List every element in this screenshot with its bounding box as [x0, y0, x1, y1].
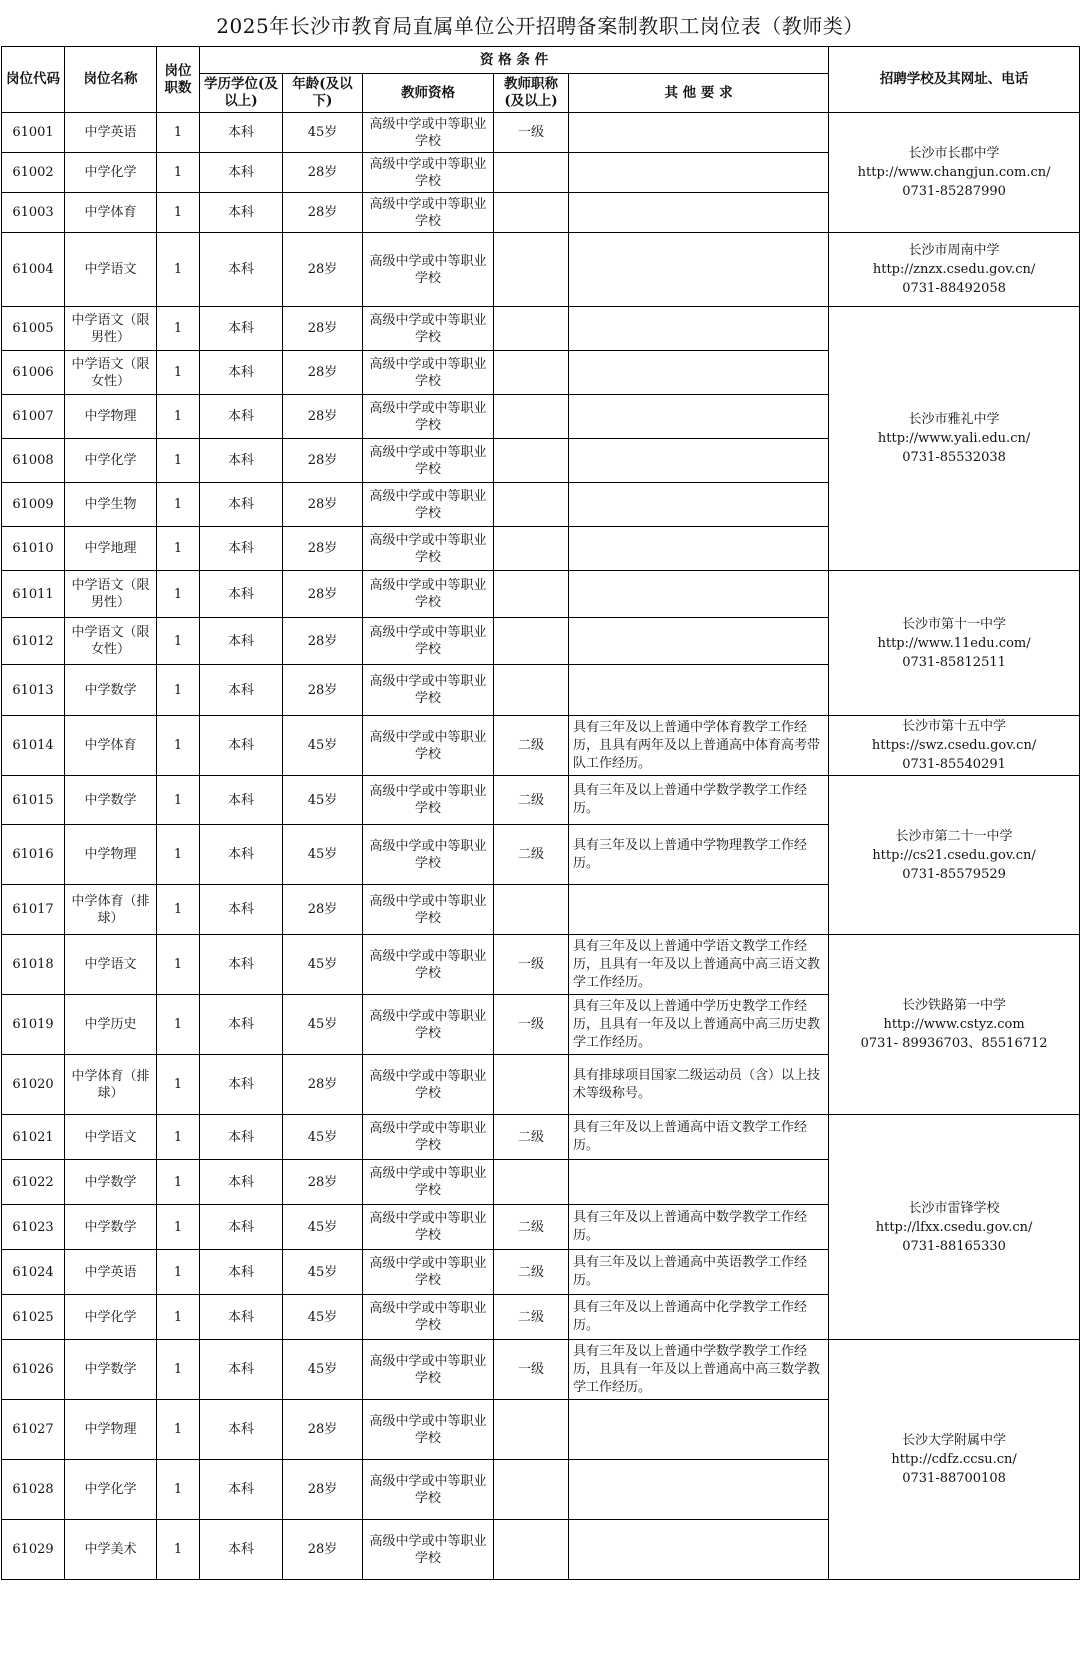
cell-code: 61005 — [2, 307, 65, 351]
cell-cert: 高级中学或中等职业学校 — [363, 1115, 494, 1160]
cell-other: 具有三年及以上普通高中语文教学工作经历。 — [569, 1115, 829, 1160]
cell-degree: 本科 — [200, 885, 283, 935]
cell-name: 中学英语 — [65, 113, 157, 153]
cell-count: 1 — [157, 995, 200, 1055]
cell-cert: 高级中学或中等职业学校 — [363, 1160, 494, 1205]
cell-cert: 高级中学或中等职业学校 — [363, 1460, 494, 1520]
cell-age: 45岁 — [283, 995, 363, 1055]
cell-other — [569, 153, 829, 193]
cell-code: 61009 — [2, 483, 65, 527]
cell-age: 28岁 — [283, 483, 363, 527]
cell-count: 1 — [157, 571, 200, 618]
cell-age: 28岁 — [283, 1520, 363, 1580]
position-table — [1, 46, 1080, 1580]
cell-code: 61024 — [2, 1250, 65, 1295]
cell-degree: 本科 — [200, 618, 283, 665]
cell-rank — [494, 885, 569, 935]
school-phone: 0731- 89936703、85516712 — [860, 1036, 1048, 1051]
cell-name: 中学地理 — [65, 527, 157, 571]
cell-rank: 二级 — [494, 1115, 569, 1160]
cell-age: 45岁 — [283, 1250, 363, 1295]
cell-cert: 高级中学或中等职业学校 — [363, 885, 494, 935]
cell-rank — [494, 439, 569, 483]
school-cell — [829, 935, 1080, 1115]
school-cell — [829, 716, 1080, 776]
cell-rank: 二级 — [494, 1295, 569, 1340]
cell-cert: 高级中学或中等职业学校 — [363, 351, 494, 395]
cell-code: 61015 — [2, 776, 65, 825]
table-row — [2, 233, 1080, 307]
cell-other — [569, 307, 829, 351]
cell-code: 61003 — [2, 193, 65, 233]
cell-other: 具有三年及以上普通高中英语教学工作经历。 — [569, 1250, 829, 1295]
cell-other — [569, 193, 829, 233]
cell-age: 28岁 — [283, 1160, 363, 1205]
cell-count: 1 — [157, 527, 200, 571]
cell-age: 45岁 — [283, 776, 363, 825]
cell-code: 61012 — [2, 618, 65, 665]
cell-age: 28岁 — [283, 351, 363, 395]
cell-code: 61020 — [2, 1055, 65, 1115]
school-url[interactable]: http://www.11edu.com/ — [877, 635, 1031, 651]
school-cell — [829, 307, 1080, 571]
school-url[interactable]: http://www.cstyz.com — [883, 1017, 1025, 1032]
cell-name: 中学语文（限女性） — [65, 618, 157, 665]
cell-age: 28岁 — [283, 153, 363, 193]
school-phone: 0731-88700108 — [902, 1471, 1006, 1486]
cell-name: 中学数学 — [65, 1205, 157, 1250]
header-count: 岗位职数 — [157, 47, 200, 113]
cell-count: 1 — [157, 233, 200, 307]
cell-degree: 本科 — [200, 571, 283, 618]
cell-degree: 本科 — [200, 1160, 283, 1205]
cell-degree: 本科 — [200, 716, 283, 776]
cell-other — [569, 618, 829, 665]
cell-other — [569, 885, 829, 935]
cell-other: 具有三年及以上普通高中数学教学工作经历。 — [569, 1205, 829, 1250]
cell-code: 61026 — [2, 1340, 65, 1400]
cell-rank: 二级 — [494, 1250, 569, 1295]
cell-name: 中学语文 — [65, 233, 157, 307]
cell-degree: 本科 — [200, 1295, 283, 1340]
school-url[interactable]: http://www.yali.edu.cn/ — [877, 431, 1031, 446]
cell-code: 61014 — [2, 716, 65, 776]
cell-rank — [494, 153, 569, 193]
cell-cert: 高级中学或中等职业学校 — [363, 1250, 494, 1295]
school-name: 长沙大学附属中学 — [902, 1433, 1007, 1448]
cell-rank — [494, 1055, 569, 1115]
school-name: 长沙铁路第一中学 — [902, 998, 1007, 1013]
cell-other — [569, 665, 829, 716]
cell-age: 45岁 — [283, 716, 363, 776]
cell-degree: 本科 — [200, 1520, 283, 1580]
cell-other — [569, 395, 829, 439]
cell-degree: 本科 — [200, 483, 283, 527]
cell-name: 中学物理 — [65, 1400, 157, 1460]
cell-other — [569, 113, 829, 153]
header-qualifications: 资 格 条 件 — [200, 47, 829, 74]
cell-age: 45岁 — [283, 1115, 363, 1160]
cell-name: 中学化学 — [65, 1295, 157, 1340]
cell-name: 中学数学 — [65, 1160, 157, 1205]
cell-code: 61006 — [2, 351, 65, 395]
header-age: 年龄(及以下) — [283, 74, 363, 113]
cell-cert: 高级中学或中等职业学校 — [363, 439, 494, 483]
cell-count: 1 — [157, 1295, 200, 1340]
cell-age: 28岁 — [283, 1055, 363, 1115]
header-other: 其 他 要 求 — [569, 74, 829, 113]
header-degree: 学历学位(及以上) — [200, 74, 283, 113]
cell-rank — [494, 665, 569, 716]
school-url[interactable]: http://lfxx.csedu.gov.cn/ — [875, 1219, 1033, 1235]
cell-other: 具有排球项目国家二级运动员（含）以上技术等级称号。 — [569, 1055, 829, 1115]
cell-name: 中学英语 — [65, 1250, 157, 1295]
cell-age: 28岁 — [283, 571, 363, 618]
school-phone: 0731-85579529 — [902, 866, 1006, 882]
table-row — [2, 1340, 1080, 1400]
cell-cert: 高级中学或中等职业学校 — [363, 618, 494, 665]
cell-rank: 二级 — [494, 776, 569, 825]
cell-degree: 本科 — [200, 1400, 283, 1460]
cell-degree: 本科 — [200, 935, 283, 995]
cell-cert: 高级中学或中等职业学校 — [363, 1295, 494, 1340]
cell-rank: 一级 — [494, 935, 569, 995]
cell-count: 1 — [157, 307, 200, 351]
cell-age: 28岁 — [283, 307, 363, 351]
school-cell — [829, 1115, 1080, 1340]
cell-degree: 本科 — [200, 665, 283, 716]
school-name: 长沙市雅礼中学 — [908, 412, 1000, 427]
cell-degree: 本科 — [200, 395, 283, 439]
cell-code: 61023 — [2, 1205, 65, 1250]
school-phone: 0731-85532038 — [902, 450, 1006, 465]
cell-cert: 高级中学或中等职业学校 — [363, 1205, 494, 1250]
school-phone: 0731-88165330 — [902, 1238, 1006, 1254]
cell-cert: 高级中学或中等职业学校 — [363, 153, 494, 193]
cell-code: 61027 — [2, 1400, 65, 1460]
cell-code: 61007 — [2, 395, 65, 439]
cell-rank — [494, 527, 569, 571]
cell-age: 28岁 — [283, 665, 363, 716]
cell-count: 1 — [157, 153, 200, 193]
school-name: 长沙市周南中学 — [908, 243, 1000, 258]
cell-code: 61022 — [2, 1160, 65, 1205]
cell-code: 61028 — [2, 1460, 65, 1520]
cell-count: 1 — [157, 483, 200, 527]
cell-rank — [494, 1520, 569, 1580]
school-cell — [829, 571, 1080, 716]
cell-degree: 本科 — [200, 1250, 283, 1295]
cell-count: 1 — [157, 1115, 200, 1160]
cell-code: 61016 — [2, 825, 65, 885]
cell-count: 1 — [157, 1400, 200, 1460]
cell-name: 中学物理 — [65, 395, 157, 439]
cell-name: 中学物理 — [65, 825, 157, 885]
cell-degree: 本科 — [200, 439, 283, 483]
cell-code: 61001 — [2, 113, 65, 153]
cell-age: 45岁 — [283, 1340, 363, 1400]
cell-count: 1 — [157, 1460, 200, 1520]
cell-degree: 本科 — [200, 1115, 283, 1160]
cell-rank — [494, 571, 569, 618]
cell-cert: 高级中学或中等职业学校 — [363, 1055, 494, 1115]
cell-name: 中学语文 — [65, 935, 157, 995]
cell-name: 中学化学 — [65, 1460, 157, 1520]
cell-rank — [494, 307, 569, 351]
cell-age: 28岁 — [283, 1400, 363, 1460]
cell-other — [569, 571, 829, 618]
cell-name: 中学数学 — [65, 776, 157, 825]
cell-other: 具有三年及以上普通中学体育教学工作经历，且具有两年及以上普通高中体育高考带队工作经历。 — [569, 716, 829, 776]
cell-degree: 本科 — [200, 1340, 283, 1400]
cell-rank — [494, 1160, 569, 1205]
school-name: 长沙市雷锋学校 — [908, 1200, 1000, 1216]
cell-other — [569, 439, 829, 483]
cell-age: 28岁 — [283, 233, 363, 307]
cell-count: 1 — [157, 885, 200, 935]
cell-other — [569, 233, 829, 307]
cell-name: 中学体育（排球） — [65, 885, 157, 935]
cell-name: 中学体育（排球） — [65, 1055, 157, 1115]
table-row — [2, 1115, 1080, 1160]
cell-other: 具有三年及以上普通中学语文教学工作经历，且具有一年及以上普通高中高三语文教学工作经历。 — [569, 935, 829, 995]
cell-age: 45岁 — [283, 935, 363, 995]
cell-rank — [494, 193, 569, 233]
cell-degree: 本科 — [200, 233, 283, 307]
cell-count: 1 — [157, 665, 200, 716]
cell-cert: 高级中学或中等职业学校 — [363, 776, 494, 825]
table-body — [2, 113, 1080, 1580]
cell-degree: 本科 — [200, 351, 283, 395]
cell-cert: 高级中学或中等职业学校 — [363, 233, 494, 307]
cell-age: 28岁 — [283, 885, 363, 935]
cell-cert: 高级中学或中等职业学校 — [363, 1520, 494, 1580]
school-cell — [829, 233, 1080, 307]
cell-count: 1 — [157, 935, 200, 995]
cell-other — [569, 527, 829, 571]
cell-degree: 本科 — [200, 153, 283, 193]
cell-name: 中学数学 — [65, 665, 157, 716]
table-row — [2, 716, 1080, 776]
school-cell — [829, 113, 1080, 233]
cell-degree: 本科 — [200, 113, 283, 153]
cell-other: 具有三年及以上普通中学物理教学工作经历。 — [569, 825, 829, 885]
cell-other: 具有三年及以上普通高中化学教学工作经历。 — [569, 1295, 829, 1340]
school-name: 长沙市第十一中学 — [902, 616, 1007, 632]
cell-code: 61021 — [2, 1115, 65, 1160]
cell-cert: 高级中学或中等职业学校 — [363, 995, 494, 1055]
cell-code: 61002 — [2, 153, 65, 193]
cell-count: 1 — [157, 825, 200, 885]
cell-cert: 高级中学或中等职业学校 — [363, 716, 494, 776]
table-row — [2, 776, 1080, 825]
cell-name: 中学化学 — [65, 153, 157, 193]
cell-age: 28岁 — [283, 395, 363, 439]
cell-cert: 高级中学或中等职业学校 — [363, 483, 494, 527]
cell-other: 具有三年及以上普通中学数学教学工作经历。 — [569, 776, 829, 825]
cell-degree: 本科 — [200, 1055, 283, 1115]
school-phone: 0731-85540291 — [902, 757, 1006, 772]
cell-count: 1 — [157, 1340, 200, 1400]
cell-rank — [494, 1460, 569, 1520]
table-row — [2, 571, 1080, 618]
cell-rank — [494, 395, 569, 439]
cell-code: 61019 — [2, 995, 65, 1055]
school-url[interactable]: http://znzx.csedu.gov.cn/ — [872, 262, 1036, 277]
school-phone: 0731-88492058 — [902, 281, 1006, 296]
cell-age: 45岁 — [283, 825, 363, 885]
school-url[interactable]: http://www.changjun.com.cn/ — [857, 165, 1051, 180]
cell-name: 中学数学 — [65, 1340, 157, 1400]
cell-degree: 本科 — [200, 1205, 283, 1250]
cell-age: 28岁 — [283, 1460, 363, 1520]
header-code: 岗位代码 — [2, 47, 65, 113]
table-row — [2, 307, 1080, 351]
cell-name: 中学历史 — [65, 995, 157, 1055]
cell-name: 中学语文（限男性） — [65, 571, 157, 618]
cell-rank: 一级 — [494, 1340, 569, 1400]
cell-code: 61011 — [2, 571, 65, 618]
header-cert: 教师资格 — [363, 74, 494, 113]
cell-other — [569, 1400, 829, 1460]
school-url[interactable]: http://cdfz.ccsu.cn/ — [891, 1452, 1017, 1467]
cell-code: 61025 — [2, 1295, 65, 1340]
school-url[interactable]: https://swz.csedu.gov.cn/ — [871, 738, 1037, 753]
cell-name: 中学美术 — [65, 1520, 157, 1580]
school-name: 长沙市长郡中学 — [908, 146, 1000, 161]
cell-age: 45岁 — [283, 113, 363, 153]
cell-other: 具有三年及以上普通中学数学教学工作经历，且具有一年及以上普通高中高三数学教学工作经历。 — [569, 1340, 829, 1400]
school-url[interactable]: http://cs21.csedu.gov.cn/ — [872, 847, 1036, 863]
cell-degree: 本科 — [200, 1460, 283, 1520]
school-cell — [829, 1340, 1080, 1580]
cell-cert: 高级中学或中等职业学校 — [363, 1340, 494, 1400]
cell-cert: 高级中学或中等职业学校 — [363, 527, 494, 571]
cell-age: 28岁 — [283, 193, 363, 233]
cell-count: 1 — [157, 618, 200, 665]
cell-name: 中学语文 — [65, 1115, 157, 1160]
cell-code: 61010 — [2, 527, 65, 571]
cell-name: 中学体育 — [65, 716, 157, 776]
cell-name: 中学语文（限男性） — [65, 307, 157, 351]
cell-count: 1 — [157, 716, 200, 776]
cell-rank: 一级 — [494, 995, 569, 1055]
table-row — [2, 935, 1080, 995]
cell-count: 1 — [157, 1160, 200, 1205]
cell-age: 28岁 — [283, 618, 363, 665]
cell-degree: 本科 — [200, 825, 283, 885]
cell-rank — [494, 618, 569, 665]
cell-cert: 高级中学或中等职业学校 — [363, 665, 494, 716]
school-phone: 0731-85812511 — [902, 654, 1006, 670]
cell-cert: 高级中学或中等职业学校 — [363, 571, 494, 618]
cell-name: 中学体育 — [65, 193, 157, 233]
cell-rank — [494, 351, 569, 395]
cell-count: 1 — [157, 113, 200, 153]
cell-cert: 高级中学或中等职业学校 — [363, 825, 494, 885]
cell-other: 具有三年及以上普通中学历史教学工作经历，且具有一年及以上普通高中高三历史教学工作经历。 — [569, 995, 829, 1055]
cell-count: 1 — [157, 776, 200, 825]
cell-other — [569, 1160, 829, 1205]
cell-code: 61029 — [2, 1520, 65, 1580]
cell-count: 1 — [157, 395, 200, 439]
cell-cert: 高级中学或中等职业学校 — [363, 307, 494, 351]
cell-rank: 一级 — [494, 113, 569, 153]
cell-count: 1 — [157, 193, 200, 233]
cell-rank: 二级 — [494, 825, 569, 885]
header-rank: 教师职称(及以上) — [494, 74, 569, 113]
cell-age: 45岁 — [283, 1295, 363, 1340]
school-name: 长沙市第二十一中学 — [895, 828, 1013, 844]
cell-other — [569, 1460, 829, 1520]
cell-degree: 本科 — [200, 995, 283, 1055]
cell-count: 1 — [157, 1055, 200, 1115]
cell-other — [569, 483, 829, 527]
table-row — [2, 113, 1080, 153]
cell-cert: 高级中学或中等职业学校 — [363, 193, 494, 233]
header-name: 岗位名称 — [65, 47, 157, 113]
cell-count: 1 — [157, 1520, 200, 1580]
cell-age: 28岁 — [283, 439, 363, 483]
cell-age: 28岁 — [283, 527, 363, 571]
cell-count: 1 — [157, 1205, 200, 1250]
cell-name: 中学语文（限女性） — [65, 351, 157, 395]
cell-age: 45岁 — [283, 1205, 363, 1250]
cell-other — [569, 1520, 829, 1580]
cell-degree: 本科 — [200, 527, 283, 571]
cell-code: 61008 — [2, 439, 65, 483]
cell-other — [569, 351, 829, 395]
cell-name: 中学生物 — [65, 483, 157, 527]
cell-count: 1 — [157, 439, 200, 483]
cell-code: 61018 — [2, 935, 65, 995]
cell-code: 61004 — [2, 233, 65, 307]
school-cell — [829, 776, 1080, 935]
school-phone: 0731-85287990 — [902, 184, 1006, 199]
cell-degree: 本科 — [200, 307, 283, 351]
cell-code: 61017 — [2, 885, 65, 935]
cell-cert: 高级中学或中等职业学校 — [363, 935, 494, 995]
cell-count: 1 — [157, 351, 200, 395]
cell-rank — [494, 1400, 569, 1460]
page-title: 2025年长沙市教育局直属单位公开招聘备案制教职工岗位表（教师类） — [216, 14, 864, 38]
cell-rank: 二级 — [494, 716, 569, 776]
cell-name: 中学化学 — [65, 439, 157, 483]
cell-rank — [494, 483, 569, 527]
cell-degree: 本科 — [200, 776, 283, 825]
cell-cert: 高级中学或中等职业学校 — [363, 395, 494, 439]
cell-rank — [494, 233, 569, 307]
school-name: 长沙市第十五中学 — [902, 719, 1007, 734]
cell-code: 61013 — [2, 665, 65, 716]
cell-degree: 本科 — [200, 193, 283, 233]
cell-rank: 二级 — [494, 1205, 569, 1250]
cell-cert: 高级中学或中等职业学校 — [363, 113, 494, 153]
cell-count: 1 — [157, 1250, 200, 1295]
header-school: 招聘学校及其网址、电话 — [829, 47, 1080, 113]
cell-cert: 高级中学或中等职业学校 — [363, 1400, 494, 1460]
